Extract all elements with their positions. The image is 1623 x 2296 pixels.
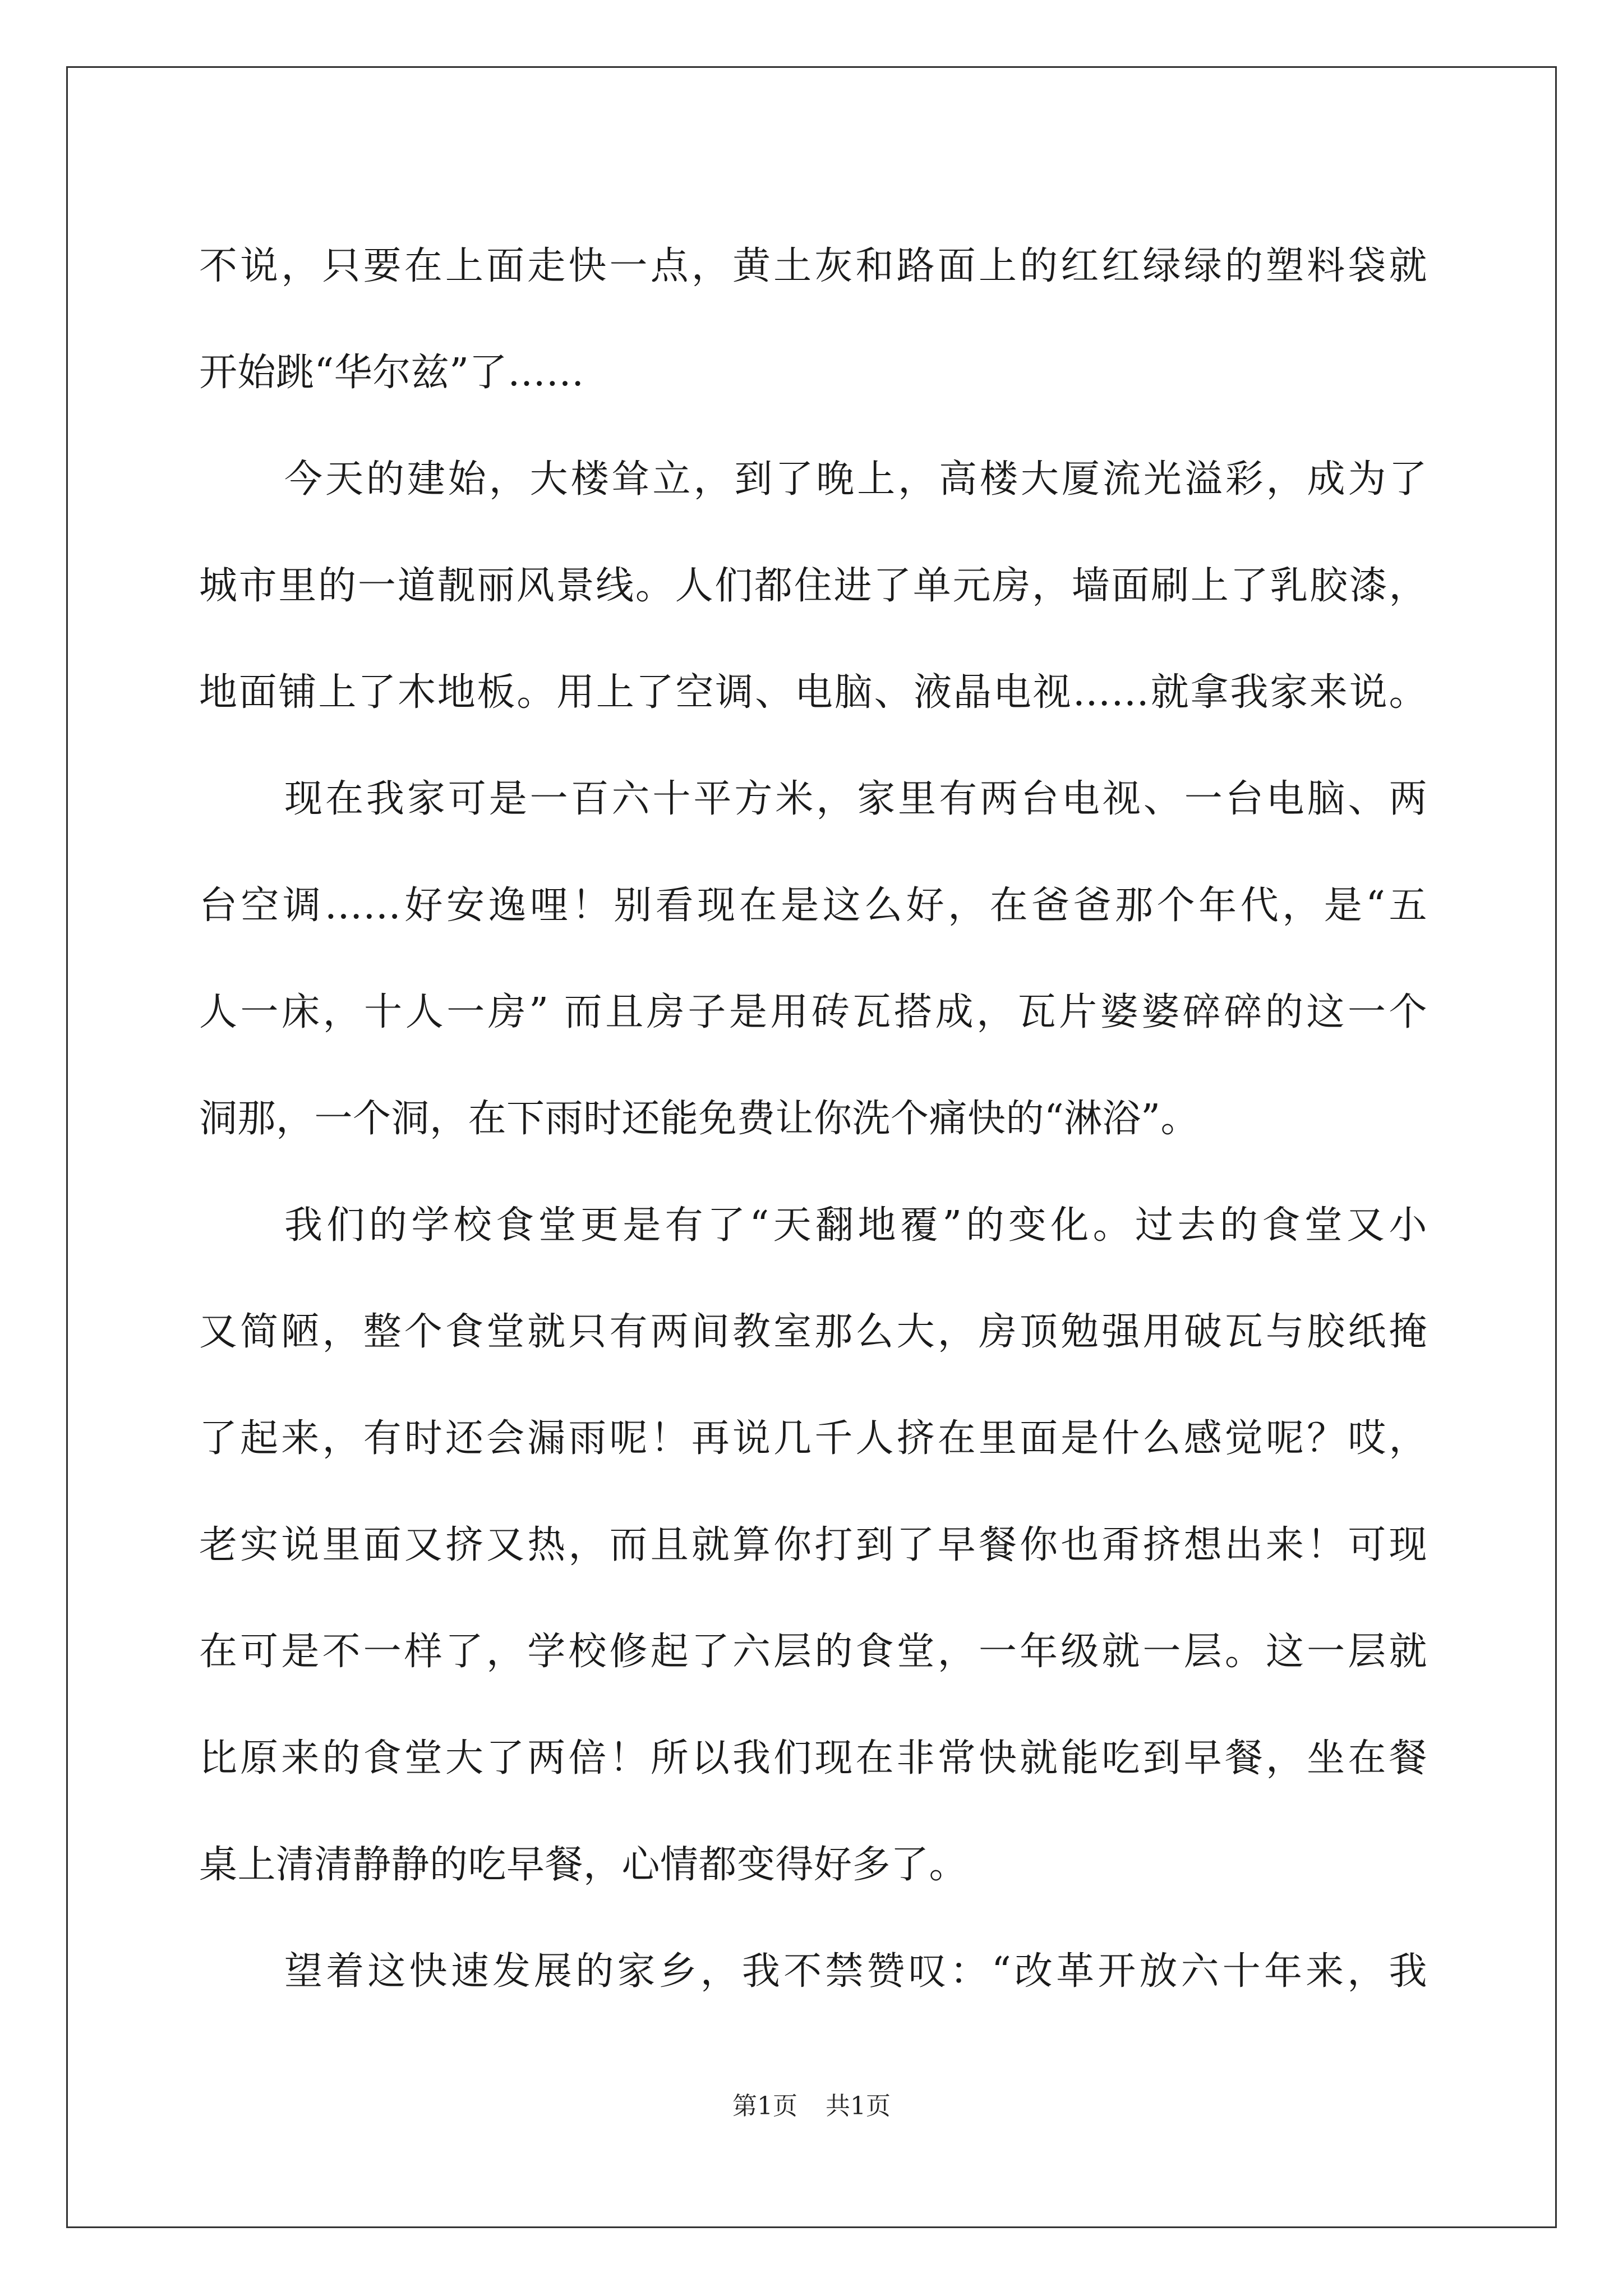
text-line: 城市里的一道靓丽风景线。人们都住进了单元房，墙面刷上了乳胶漆， [199,564,1427,608]
text-line: 人一床，十人一房” 而且房子是用砖瓦搭成，瓦片婆婆碎碎的这一个 [199,990,1427,1034]
page-footer [0,2090,1623,2123]
paragraph-first-line: 望着这快速发展的家乡，我不禁赞叹：“改革开放六十年来，我 [284,1949,1427,1994]
text-line: 不说，只要在上面走快一点，黄土灰和路面上的红红绿绿的塑料袋就 [199,244,1427,288]
paragraph-first-line: 今天的建始，大楼耸立，到了晚上，高楼大厦流光溢彩，成为了 [284,457,1427,501]
text-line: 开始跳“华尔兹”了…… [199,351,585,395]
text-line: 桌上清清静静的吃早餐，心情都变得好多了。 [199,1843,968,1887]
page-number-current: 第1页 [732,2092,797,2120]
text-line: 台空调……好安逸哩！别看现在是这么好，在爸爸那个年代，是“五 [199,884,1427,928]
paragraph-first-line: 我们的学校食堂更是有了“天翻地覆”的变化。过去的食堂又小 [284,1203,1427,1248]
text-line: 又简陋，整个食堂就只有两间教室那么大，房顶勉强用破瓦与胶纸掩 [199,1310,1427,1354]
text-line: 洞那，一个洞，在下雨时还能免费让你洗个痛快的“淋浴”。 [199,1097,1200,1141]
text-line: 在可是不一样了，学校修起了六层的食堂，一年级就一层。这一层就 [199,1630,1427,1674]
page-number-total: 共1页 [826,2092,891,2120]
text-line: 了起来，有时还会漏雨呢！再说几千人挤在里面是什么感觉呢？哎， [199,1416,1427,1461]
paragraph-first-line: 现在我家可是一百六十平方米，家里有两台电视、一台电脑、两 [284,777,1427,821]
text-line: 老实说里面又挤又热，而且就算你打到了早餐你也甭挤想出来！可现 [199,1523,1427,1567]
document-body [199,213,1427,2025]
text-line: 地面铺上了木地板。用上了空调、电脑、液晶电视……就拿我家来说。 [199,670,1427,715]
text-line: 比原来的食堂大了两倍！所以我们现在非常快就能吃到早餐，坐在餐 [199,1736,1427,1780]
